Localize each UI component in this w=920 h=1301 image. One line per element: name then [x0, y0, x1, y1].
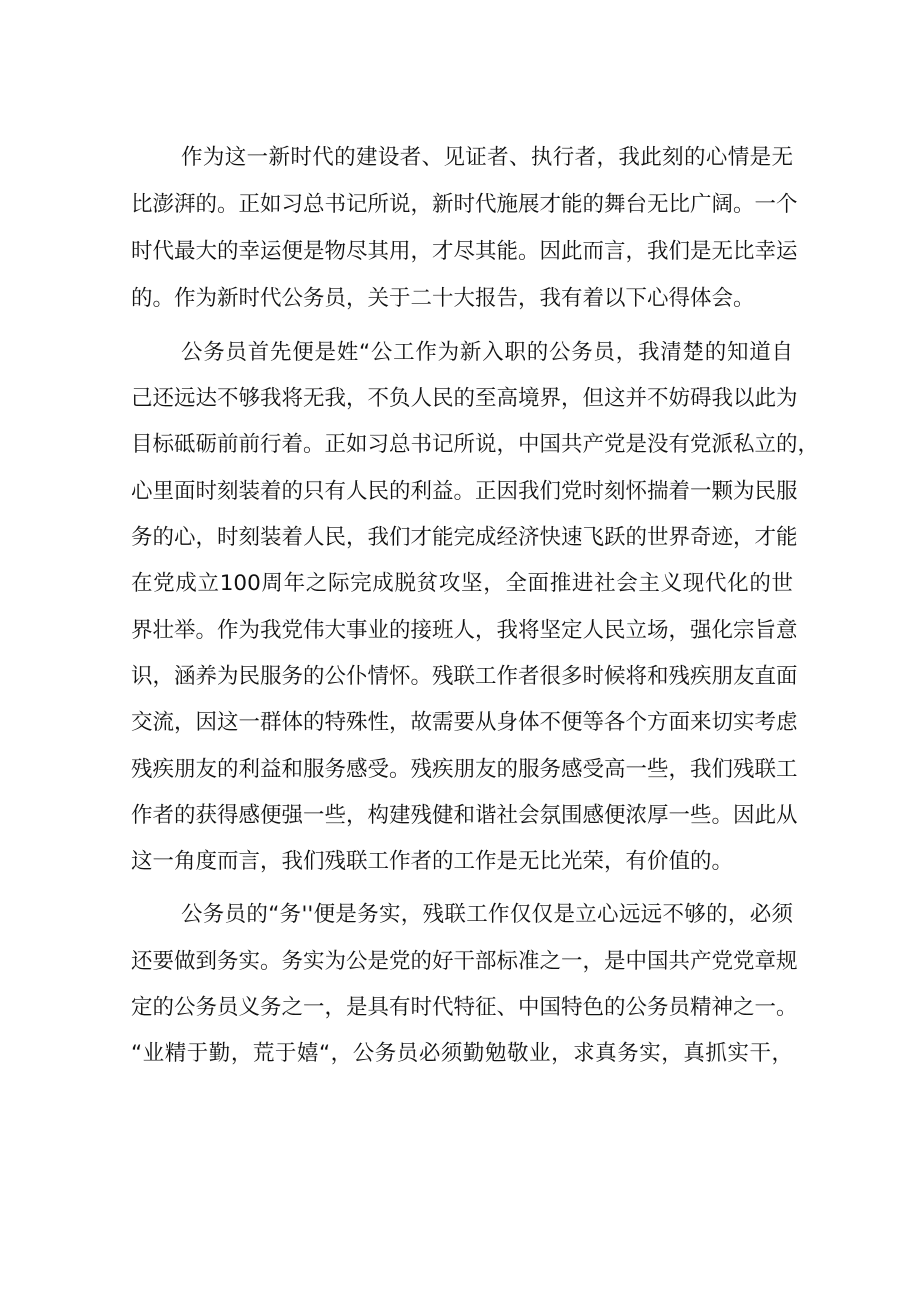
paragraph-1-line-1: 作为这一新时代的建设者、见证者、执行者，我此刻的心情是无: [181, 145, 793, 170]
paragraph-2-line-2: 己还远达不够我将无我，不负人民的至高境界，但这并不妨碍我以此为: [131, 386, 798, 411]
paragraph-2-line-11: 作者的获得感便强一些，构建残健和谐社会氛围感便浓厚一些。因此从: [131, 803, 798, 828]
paragraph-1-line-2: 比澎湃的。正如习总书记所说，新时代施展才能的舞台无比广阔。一个: [131, 192, 798, 217]
paragraph-2-line-8: 识，涵养为民服务的公仆情怀。残联工作者很多时候将和残疾朋友直面: [131, 664, 798, 689]
paragraph-2-line-1: 公务员首先便是姓“公工作为新入职的公务员，我清楚的知道自: [181, 340, 793, 365]
paragraph-1-line-3: 时代最大的幸运便是物尽其用，才尽其能。因此而言，我们是无比幸运: [131, 239, 798, 264]
paragraph-2-line-3: 目标砥砺前前行着。正如习总书记所说，中国共产党是没有党派私立的，: [131, 432, 820, 457]
paragraph-2-line-6: 在党成立100周年之际完成脱贫攻坚，全面推进社会主义现代化的世: [131, 571, 793, 596]
paragraph-1-line-4: 的。作为新时代公务员，关于二十大报告，我有着以下心得体会。: [131, 286, 755, 311]
paragraph-2-line-5: 务的心，时刻装着人民，我们才能完成经济快速飞跃的世界奇迹，才能: [131, 525, 798, 550]
paragraph-2-line-7: 界壮举。作为我党伟大事业的接班人，我将坚定人民立场，强化宗旨意: [131, 618, 798, 643]
paragraph-3-line-3: 定的公务员义务之一，是具有时代特征、中国特色的公务员精神之一。: [131, 995, 798, 1020]
paragraph-2-line-10: 残疾朋友的利益和服务感受。残疾朋友的服务感受高一些，我们残联工: [131, 757, 798, 782]
paragraph-3-line-2: 还要做到务实。务实为公是党的好干部标准之一，是中国共产党党章规: [131, 949, 798, 974]
paragraph-2-line-4: 心里面时刻装着的只有人民的利益。正因我们党时刻怀揣着一颗为民服: [131, 479, 798, 504]
paragraph-2-line-9: 交流，因这一群体的特殊性，故需要从身体不便等各个方面来切实考虑: [131, 710, 798, 735]
paragraph-2-line-12: 这一角度而言，我们残联工作者的工作是无比光荣，有价值的。: [131, 849, 734, 874]
paragraph-3-line-4: “业精于勤，荒于嬉“，公务员必须勤勉敬业，求真务实，真抓实干，: [131, 1041, 793, 1066]
paragraph-3-line-1: 公务员的“务''便是务实，残联工作仅仅是立心远远不够的，必须: [181, 902, 793, 927]
